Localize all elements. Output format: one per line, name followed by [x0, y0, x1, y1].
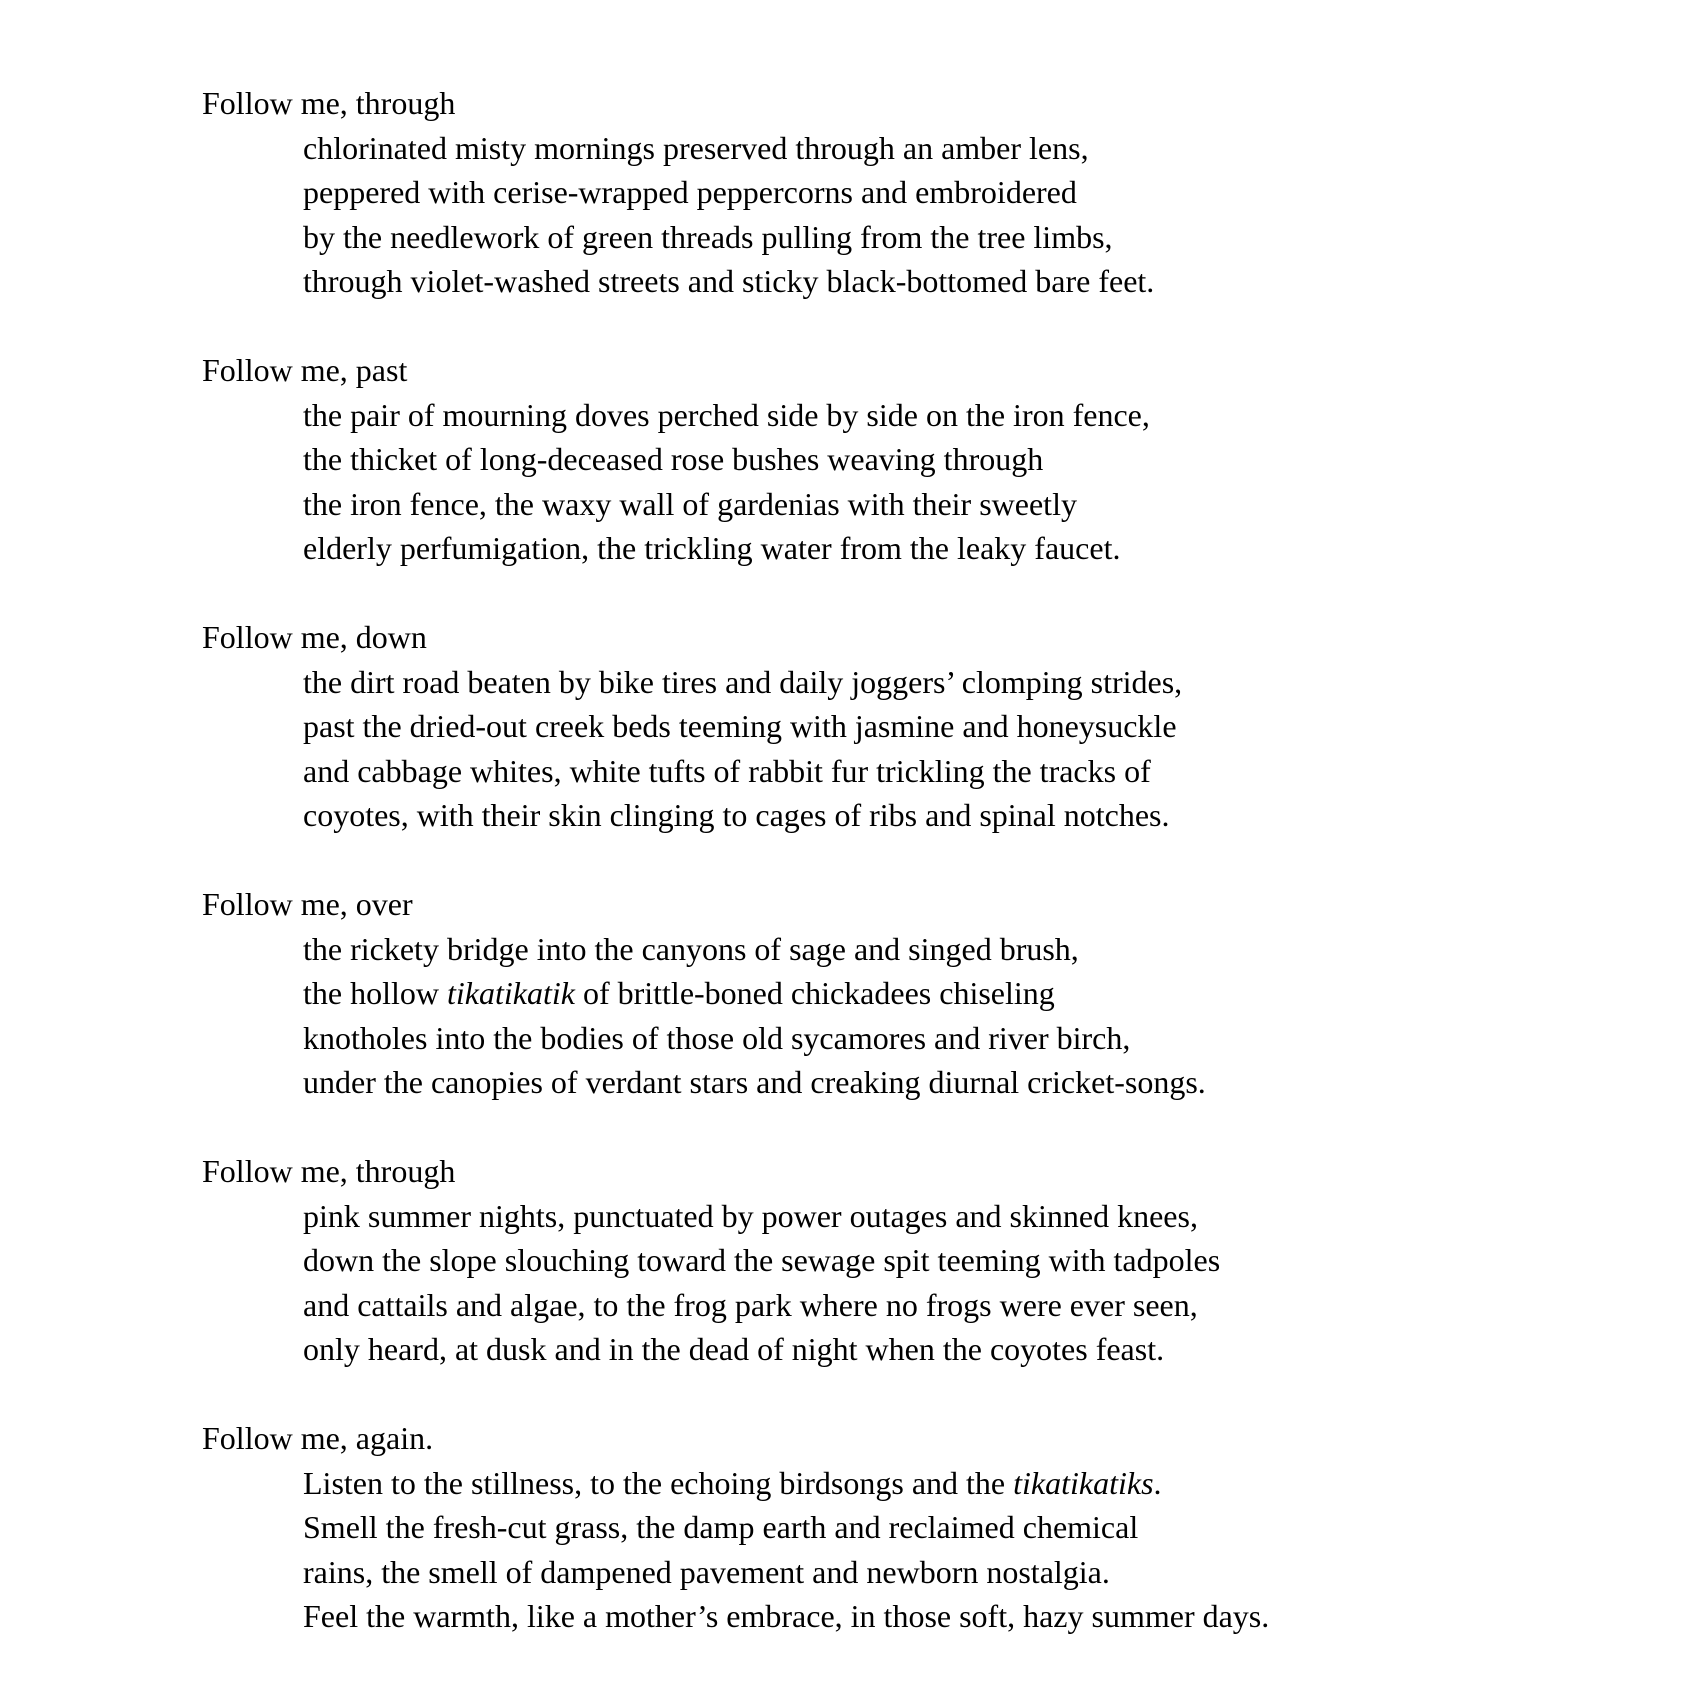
stanza-heading: Follow me, down — [202, 619, 427, 655]
poem-line — [202, 660, 1552, 705]
poem-line — [202, 526, 1552, 571]
poem-line — [202, 126, 1552, 171]
poem-line — [202, 971, 1552, 1016]
line-text: the thicket of long-deceased rose bushes weaving through — [303, 441, 1044, 477]
line-text: Listen to the stillness, to the echoing birdsongs and the — [303, 1464, 1014, 1501]
line-text: pink summer nights, punctuated by power outages and skinned knees, — [303, 1197, 1198, 1234]
stanza-1 — [202, 81, 1552, 304]
line-text: under the canopies of verdant stars and creaking diurnal cricket-songs. — [303, 1064, 1206, 1100]
line-text: . — [1153, 1464, 1162, 1501]
stanza-3 — [202, 615, 1552, 838]
line-text: the pair of mourning doves perched side by side on the iron fence, — [303, 396, 1150, 433]
stanza-heading: Follow me, through — [202, 85, 456, 121]
italic-word: tikatikatiks — [1013, 1464, 1154, 1501]
poem-line — [202, 749, 1552, 794]
poem-line — [202, 1461, 1552, 1506]
poem-line — [202, 1550, 1552, 1595]
stanza-heading: Follow me, over — [202, 886, 413, 922]
poem-line — [202, 393, 1552, 438]
line-text: the hollow — [303, 975, 447, 1011]
stanza-6 — [202, 1416, 1552, 1639]
line-text: coyotes, with their skin clinging to cages of ribs and spinal notches. — [303, 797, 1170, 833]
poem-line — [202, 927, 1552, 972]
line-text: the rickety bridge into the canyons of sage and singed brush, — [303, 930, 1079, 967]
line-text: past the dried-out creek beds teeming with jasmine and honeysuckle — [303, 708, 1177, 744]
line-text: only heard, at dusk and in the dead of night when the coyotes feast. — [303, 1331, 1165, 1367]
stanza-2 — [202, 348, 1552, 571]
poem-line — [202, 1505, 1552, 1550]
poem-line — [202, 170, 1552, 215]
poem-line — [202, 1327, 1552, 1372]
line-text: and cattails and algae, to the frog park where no frogs were ever seen, — [303, 1286, 1198, 1323]
poem-line — [202, 437, 1552, 482]
poem-line — [202, 482, 1552, 527]
line-text: down the slope slouching toward the sewage spit teeming with tadpoles — [303, 1242, 1221, 1278]
poem-line — [202, 1283, 1552, 1328]
stanza-heading: Follow me, past — [202, 352, 408, 388]
line-text: the dirt road beaten by bike tires and daily joggers’ clomping strides, — [303, 663, 1183, 700]
poem-body — [202, 81, 1552, 1683]
poem-line — [202, 259, 1552, 304]
line-text: of brittle-boned chickadees chiseling — [574, 975, 1055, 1011]
italic-word: tikatikatik — [446, 975, 575, 1011]
line-text: chlorinated misty mornings preserved through an amber lens, — [303, 129, 1089, 166]
line-text: through violet-washed streets and sticky black-bottomed bare feet. — [303, 263, 1155, 299]
poem-line — [202, 1594, 1552, 1639]
poem-line — [202, 1016, 1552, 1061]
line-text: peppered with cerise-wrapped peppercorns and embroidered — [303, 174, 1077, 210]
line-text: and cabbage whites, white tufts of rabbit fur trickling the tracks of — [303, 752, 1151, 789]
line-text: the iron fence, the waxy wall of gardenias with their sweetly — [303, 485, 1077, 522]
poem-line — [202, 215, 1552, 260]
poem-line — [202, 793, 1552, 838]
line-text: knotholes into the bodies of those old sycamores and river birch, — [303, 1019, 1131, 1056]
poem-line — [202, 704, 1552, 749]
stanza-5 — [202, 1149, 1552, 1372]
poem-line — [202, 1194, 1552, 1239]
stanza-heading: Follow me, through — [202, 1153, 456, 1189]
poem-line — [202, 1060, 1552, 1105]
line-text: rains, the smell of dampened pavement and newborn nostalgia. — [303, 1553, 1110, 1590]
line-text: Feel the warmth, like a mother’s embrace, in those soft, hazy summer days. — [303, 1598, 1270, 1634]
line-text: Smell the fresh-cut grass, the damp earth and reclaimed chemical — [303, 1509, 1139, 1545]
stanza-heading: Follow me, again. — [202, 1420, 434, 1456]
line-text: elderly perfumigation, the trickling water from the leaky faucet. — [303, 530, 1121, 566]
poem-line — [202, 1238, 1552, 1283]
line-text: by the needlework of green threads pulling from the tree limbs, — [303, 218, 1113, 255]
stanza-4 — [202, 882, 1552, 1105]
